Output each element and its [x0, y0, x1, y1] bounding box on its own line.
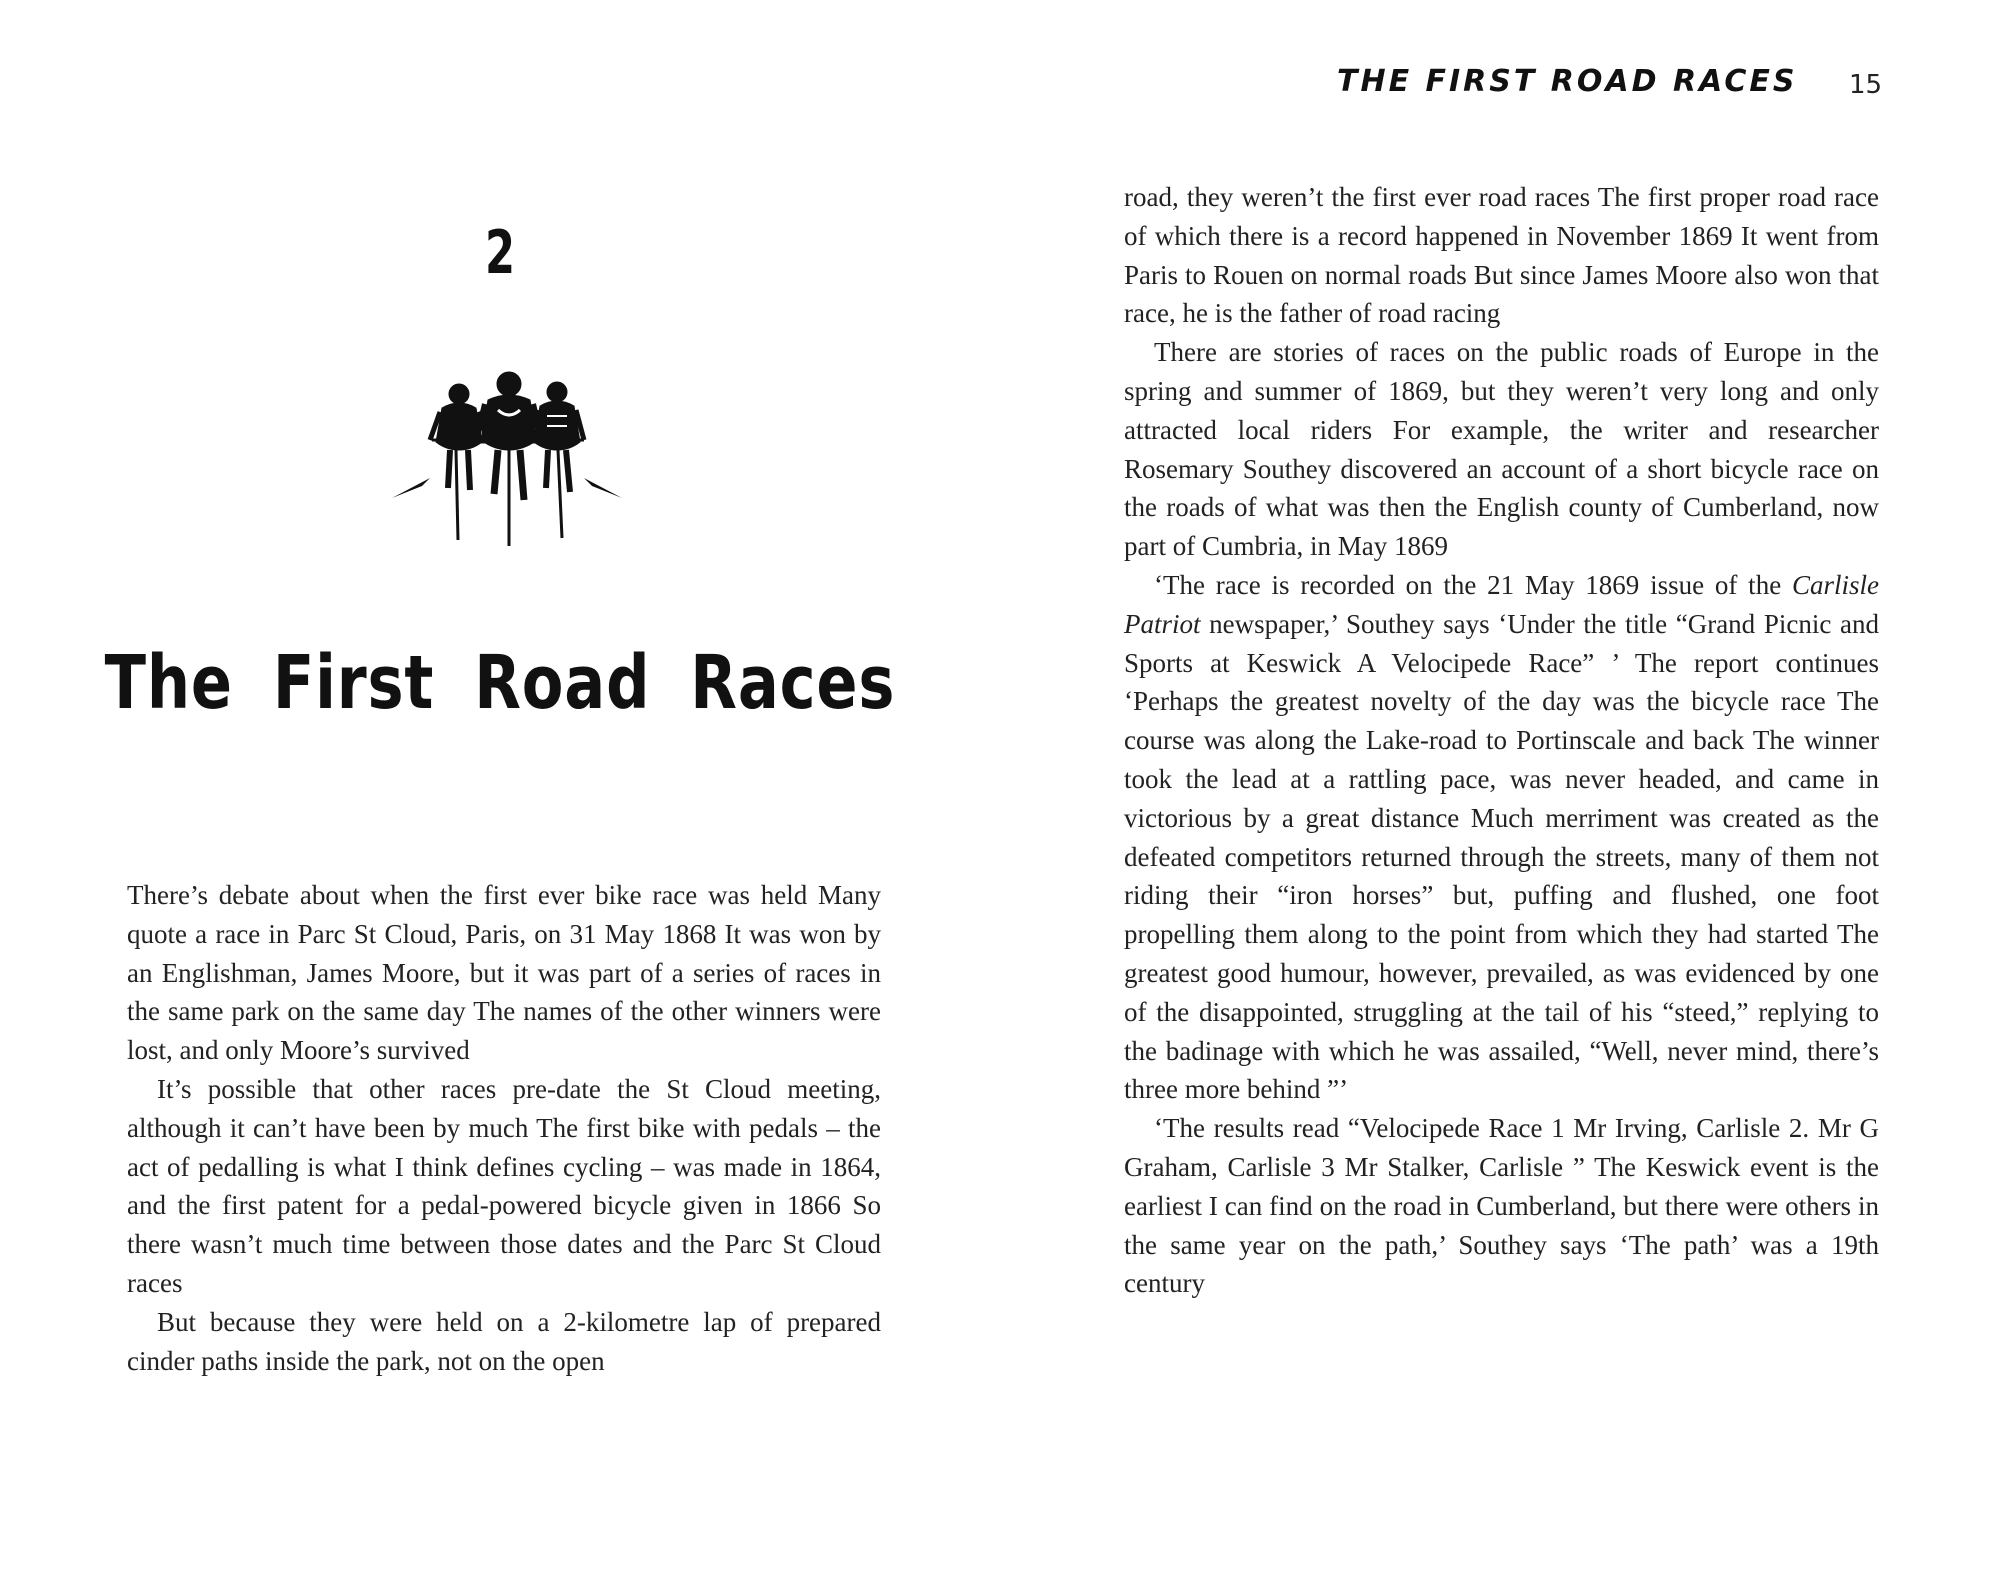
paragraph-text: ‘The race is recorded on the 21 May 1869 issue of the	[1154, 569, 1792, 600]
paragraph: But because they were held on a 2-kilometre lap of prepared cinder paths inside the park, not on the open	[127, 1306, 881, 1376]
three-cyclists-racing-icon	[392, 370, 622, 550]
chapter-number: 2	[484, 218, 516, 288]
right-body-text	[1124, 178, 1879, 1303]
paragraph: It’s possible that other races pre-date the St Cloud meeting, although it can’t have been by much The first bike with pedals – the act of pedalling is what I think defines cycling – was made in 1864, and the first patent for a pedal-powered bicycle given in 1866 So there wasn’t much time between those dates and the Parc St Cloud races	[127, 1073, 881, 1298]
paragraph: ‘The results read “Velocipede Race 1 Mr Irving, Carlisle 2. Mr G Graham, Carlisle 3 Mr Stalker, Carlisle ” The Keswick event is the earliest I can find on the road in Cumberland, but there were others in the same year on the path,’ Southey says ‘The path’ was a 19th century	[1124, 1113, 1879, 1299]
chapter-title: The First Road Races	[104, 640, 896, 726]
paragraph-text: newspaper,’ Southey says ‘Under the title “Grand Picnic and Sports at Keswick A Velocipede Race” ’ The report continues ‘Perhaps the greatest novelty of the day was the bicycle race The course was along the Lake-road to Portinscale and back The winner took the lead at a rattling pace, was never headed, and came in victorious by a great distance Much merriment was created as the defeated competitors returned through the streets, many of them not riding their “iron horses” but, puffing and flushed, one foot propelling them along to the point from which they had started The greatest good humour, however, prevailed, as was evidenced by one of the disappointed, struggling at the tail of his “steed,” replying to the badinage with which he was assailed, “Well, never mind, there’s three more behind ”’	[1124, 608, 1879, 1105]
paragraph: There’s debate about when the first ever bike race was held Many quote a race in Parc St Cloud, Paris, on 31 May 1868 It was won by an Englishman, James Moore, but it was part of a series of races in the same park on the same day The names of the other winners were lost, and only Moore’s survived	[127, 880, 881, 1066]
paragraph: road, they weren’t the first ever road races The first proper road race of which there is a record happened in November 1869 It went from Paris to Rouen on normal roads But since James Moore also won that race, he is the father of road racing	[1124, 182, 1879, 329]
left-body-text	[127, 876, 881, 1380]
paragraph: There are stories of races on the public roads of Europe in the spring and summer of 1869, but they weren’t very long and only attracted local riders For example, the writer and researcher Rosemary Southey discovered an account of a short bicycle race on the roads of what was then the English county of Cumberland, now part of Cumbria, in May 1869	[1124, 337, 1879, 562]
paragraph	[1124, 566, 1879, 1109]
newspaper-title: Carlisle Patriot	[1124, 569, 1879, 639]
page-number: 15	[1849, 70, 1883, 100]
running-head: THE FIRST ROAD RACES	[1337, 64, 1798, 99]
